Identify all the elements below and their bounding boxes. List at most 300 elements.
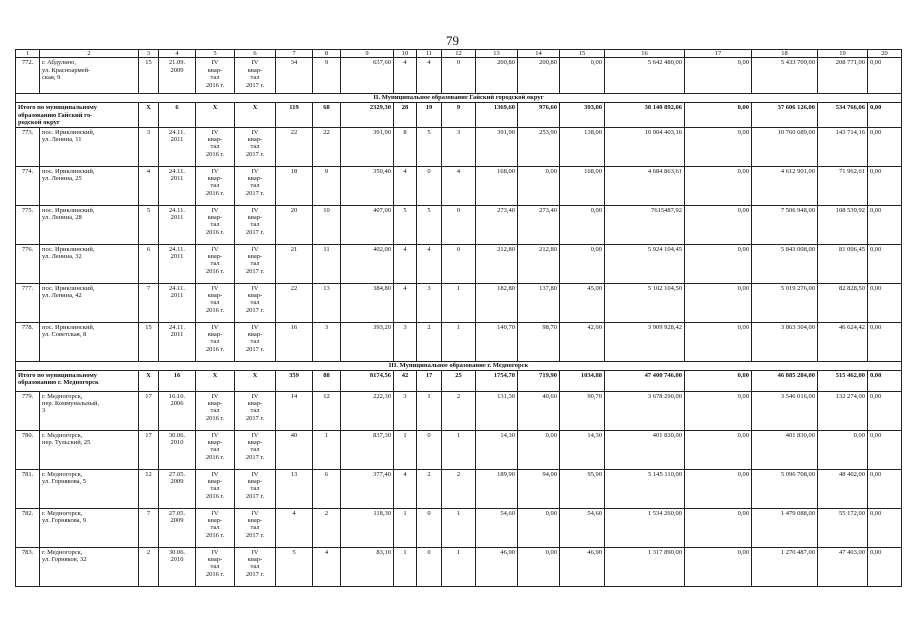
cell-c11: 2 (417, 469, 442, 508)
date-cell: 16.10. 2006 (159, 391, 196, 430)
section-header (16, 94, 902, 103)
cell-c14: 0,00 (518, 508, 560, 547)
cell-c10: 4 (394, 469, 417, 508)
quarter-end-cell: IV квар- тал 2017 г. (235, 391, 276, 430)
quarter-start-cell: IV квар- тал 2016 г. (196, 205, 235, 244)
column-number-4: 4 (159, 50, 196, 58)
total-c15: 393,00 (560, 103, 605, 127)
column-number-5: 5 (196, 50, 235, 58)
quarter-end-cell: IV квар- тал 2017 г. (235, 508, 276, 547)
cell-c8: 11 (313, 244, 341, 283)
total-c3: X (139, 370, 159, 391)
cell-c17: 0,00 (685, 430, 752, 469)
cell-c7: 40 (276, 430, 313, 469)
column-number-9: 9 (341, 50, 394, 58)
cell-c13: 140,70 (476, 322, 518, 361)
cell-c20: 0,00 (868, 205, 902, 244)
row-number: 776. (16, 244, 40, 283)
address-cell: пос. Ириклинский, ул. Ленина, 25 (40, 166, 139, 205)
column-number-6: 6 (235, 50, 276, 58)
total-c12: 25 (442, 370, 476, 391)
cell-c3: 2 (139, 547, 159, 586)
address-cell: г. Медногорск, ул. Горнякова, 5 (40, 469, 139, 508)
cell-c17: 0,00 (685, 469, 752, 508)
address-cell: г. Медногорск, пер. Тульский, 25 (40, 430, 139, 469)
quarter-start-cell: IV квар- тал 2016 г. (196, 127, 235, 166)
cell-c20: 0,00 (868, 469, 902, 508)
cell-c13: 131,30 (476, 391, 518, 430)
quarter-start-cell: IV квар- тал 2016 г. (196, 469, 235, 508)
cell-c11: 0 (417, 430, 442, 469)
cell-c12: 0 (442, 205, 476, 244)
cell-c20: 0,00 (868, 430, 902, 469)
total-c11: 19 (417, 103, 442, 127)
cell-c14: 40,60 (518, 391, 560, 430)
cell-c8: 12 (313, 391, 341, 430)
cell-c9: 377,40 (341, 469, 394, 508)
table-row (16, 430, 902, 469)
cell-c18: 10 760 689,00 (752, 127, 818, 166)
cell-c15: 168,00 (560, 166, 605, 205)
total-c15: 1034,88 (560, 370, 605, 391)
cell-c14: 200,80 (518, 58, 560, 94)
cell-c12: 3 (442, 127, 476, 166)
cell-c9: 384,80 (341, 283, 394, 322)
cell-c3: 17 (139, 391, 159, 430)
cell-c19: 208 771,00 (818, 58, 868, 94)
cell-c11: 4 (417, 58, 442, 94)
cell-c14: 0,00 (518, 547, 560, 586)
total-c19: 534 766,06 (818, 103, 868, 127)
cell-c10: 8 (394, 127, 417, 166)
quarter-start-cell: IV квар- тал 2016 г. (196, 283, 235, 322)
cell-c13: 168,00 (476, 166, 518, 205)
cell-c13: 54,60 (476, 508, 518, 547)
cell-c15: 46,90 (560, 547, 605, 586)
column-number-7: 7 (276, 50, 313, 58)
cell-c15: 0,00 (560, 205, 605, 244)
cell-c8: 22 (313, 127, 341, 166)
cell-c14: 0,00 (518, 430, 560, 469)
section-title: II. Муниципальное образование Гайский городской округ (16, 94, 902, 103)
total-c13: 1754,78 (476, 370, 518, 391)
row-number: 773. (16, 127, 40, 166)
quarter-end-cell: IV квар- тал 2017 г. (235, 58, 276, 94)
cell-c8: 6 (313, 469, 341, 508)
address-cell: пос. Ириклинский, ул. Ленина, 32 (40, 244, 139, 283)
row-number: 777. (16, 283, 40, 322)
total-c16: 38 140 892,06 (605, 103, 685, 127)
cell-c10: 4 (394, 166, 417, 205)
date-cell: 27.05. 2009 (159, 508, 196, 547)
column-number-11: 11 (417, 50, 442, 58)
cell-c12: 1 (442, 322, 476, 361)
cell-c16: 1 317 890,00 (605, 547, 685, 586)
column-number-row (16, 50, 902, 58)
cell-c7: 18 (276, 166, 313, 205)
date-cell: 24.11. 2011 (159, 322, 196, 361)
date-cell: 24.11. 2011 (159, 205, 196, 244)
cell-c14: 253,90 (518, 127, 560, 166)
cell-c15: 138,00 (560, 127, 605, 166)
total-c8: 88 (313, 370, 341, 391)
cell-c15: 14,30 (560, 430, 605, 469)
cell-c10: 4 (394, 283, 417, 322)
row-number: 780. (16, 430, 40, 469)
total-c20: 0,00 (868, 370, 902, 391)
cell-c18: 5 019 276,00 (752, 283, 818, 322)
address-cell: пос. Ириклинский, ул. Ленина, 28 (40, 205, 139, 244)
address-cell: г. Медногорск, пер. Коммунальный, 3 (40, 391, 139, 430)
total-c5: X (196, 103, 235, 127)
cell-c17: 0,00 (685, 244, 752, 283)
cell-c14: 212,80 (518, 244, 560, 283)
cell-c8: 3 (313, 322, 341, 361)
cell-c13: 46,90 (476, 547, 518, 586)
total-c7: 119 (276, 103, 313, 127)
cell-c3: 3 (139, 127, 159, 166)
cell-c12: 1 (442, 283, 476, 322)
cell-c19: 46 624,42 (818, 322, 868, 361)
cell-c9: 402,00 (341, 244, 394, 283)
table-row (16, 283, 902, 322)
cell-c15: 42,00 (560, 322, 605, 361)
cell-c15: 90,70 (560, 391, 605, 430)
quarter-end-cell: IV квар- тал 2017 г. (235, 166, 276, 205)
cell-c19: 55 172,00 (818, 508, 868, 547)
cell-c10: 4 (394, 58, 417, 94)
cell-c15: 0,00 (560, 244, 605, 283)
cell-c15: 95,90 (560, 469, 605, 508)
cell-c16: 5 924 104,45 (605, 244, 685, 283)
total-c20: 0,00 (868, 103, 902, 127)
cell-c13: 212,80 (476, 244, 518, 283)
cell-c3: 15 (139, 58, 159, 94)
cell-c12: 2 (442, 391, 476, 430)
cell-c20: 0,00 (868, 508, 902, 547)
address-cell: г. Медногорск, ул. Горнякова, 9 (40, 508, 139, 547)
cell-c15: 45,00 (560, 283, 605, 322)
column-number-14: 14 (518, 50, 560, 58)
total-c16: 47 400 746,00 (605, 370, 685, 391)
cell-c8: 13 (313, 283, 341, 322)
cell-c7: 4 (276, 508, 313, 547)
cell-c16: 1 534 260,00 (605, 508, 685, 547)
cell-c14: 94,00 (518, 469, 560, 508)
column-number-10: 10 (394, 50, 417, 58)
cell-c18: 1 270 487,00 (752, 547, 818, 586)
cell-c19: 82 828,50 (818, 283, 868, 322)
quarter-start-cell: IV квар- тал 2016 г. (196, 508, 235, 547)
quarter-end-cell: IV квар- тал 2017 г. (235, 244, 276, 283)
column-number-18: 18 (752, 50, 818, 58)
cell-c9: 837,30 (341, 430, 394, 469)
cell-c11: 3 (417, 283, 442, 322)
cell-c7: 22 (276, 283, 313, 322)
cell-c11: 0 (417, 547, 442, 586)
cell-c7: 16 (276, 322, 313, 361)
cell-c12: 0 (442, 244, 476, 283)
cell-c8: 9 (313, 58, 341, 94)
cell-c8: 2 (313, 508, 341, 547)
quarter-end-cell: IV квар- тал 2017 г. (235, 469, 276, 508)
address-cell: пос. Ириклинский, ул. Советская, 8 (40, 322, 139, 361)
table-row (16, 547, 902, 586)
cell-c20: 0,00 (868, 391, 902, 430)
table-row (16, 127, 902, 166)
cell-c20: 0,00 (868, 244, 902, 283)
cell-c13: 189,90 (476, 469, 518, 508)
cell-c13: 200,80 (476, 58, 518, 94)
column-number-12: 12 (442, 50, 476, 58)
cell-c9: 83,10 (341, 547, 394, 586)
date-cell: 30.06. 2010 (159, 547, 196, 586)
cell-c12: 1 (442, 547, 476, 586)
address-cell: г. Медногорск, ул. Горняков, 32 (40, 547, 139, 586)
table-row (16, 391, 902, 430)
address-cell: пос. Ириклинский, ул. Ленина, 42 (40, 283, 139, 322)
cell-c3: 15 (139, 322, 159, 361)
row-number: 782. (16, 508, 40, 547)
row-number: 778. (16, 322, 40, 361)
cell-c10: 1 (394, 508, 417, 547)
cell-c9: 350,40 (341, 166, 394, 205)
cell-c3: 4 (139, 166, 159, 205)
cell-c13: 14,30 (476, 430, 518, 469)
cell-c16: 5 145 110,00 (605, 469, 685, 508)
table-row (16, 205, 902, 244)
address-cell: г. Абдулино, ул. Красноармей- ская, 9 (40, 58, 139, 94)
cell-c9: 393,20 (341, 322, 394, 361)
cell-c13: 273,40 (476, 205, 518, 244)
quarter-end-cell: IV квар- тал 2017 г. (235, 547, 276, 586)
cell-c18: 5 843 008,00 (752, 244, 818, 283)
quarter-start-cell: IV квар- тал 2016 г. (196, 58, 235, 94)
cell-c7: 14 (276, 391, 313, 430)
housing-table (15, 49, 902, 587)
quarter-start-cell: IV квар- тал 2016 г. (196, 547, 235, 586)
total-c10: 42 (394, 370, 417, 391)
cell-c20: 0,00 (868, 127, 902, 166)
cell-c20: 0,00 (868, 166, 902, 205)
quarter-end-cell: IV квар- тал 2017 г. (235, 283, 276, 322)
total-c3: X (139, 103, 159, 127)
cell-c16: 7615487,92 (605, 205, 685, 244)
row-number: 779. (16, 391, 40, 430)
total-c9: 2329,30 (341, 103, 394, 127)
cell-c18: 1 479 088,00 (752, 508, 818, 547)
date-cell: 27.05. 2009 (159, 469, 196, 508)
quarter-start-cell: IV квар- тал 2016 г. (196, 244, 235, 283)
cell-c12: 0 (442, 58, 476, 94)
cell-c18: 5 096 708,00 (752, 469, 818, 508)
total-c7: 359 (276, 370, 313, 391)
cell-c14: 98,70 (518, 322, 560, 361)
cell-c11: 5 (417, 127, 442, 166)
date-cell: 24.11. 2011 (159, 166, 196, 205)
total-c11: 17 (417, 370, 442, 391)
row-number: 774. (16, 166, 40, 205)
cell-c16: 3 909 928,42 (605, 322, 685, 361)
cell-c12: 1 (442, 508, 476, 547)
total-c17: 0,00 (685, 103, 752, 127)
total-c9: 8174,56 (341, 370, 394, 391)
cell-c7: 34 (276, 58, 313, 94)
section-header (16, 361, 902, 370)
cell-c12: 2 (442, 469, 476, 508)
cell-c17: 0,00 (685, 166, 752, 205)
cell-c19: 47 403,00 (818, 547, 868, 586)
cell-c14: 0,00 (518, 166, 560, 205)
column-number-17: 17 (685, 50, 752, 58)
cell-c3: 7 (139, 283, 159, 322)
total-c17: 0,00 (685, 370, 752, 391)
total-c10: 28 (394, 103, 417, 127)
cell-c19: 0,00 (818, 430, 868, 469)
cell-c12: 1 (442, 430, 476, 469)
cell-c20: 0,00 (868, 322, 902, 361)
cell-c17: 0,00 (685, 508, 752, 547)
total-c6: X (235, 103, 276, 127)
column-number-13: 13 (476, 50, 518, 58)
cell-c7: 5 (276, 547, 313, 586)
cell-c16: 5 102 104,50 (605, 283, 685, 322)
total-c14: 719,90 (518, 370, 560, 391)
table-row (16, 322, 902, 361)
total-c4: 16 (159, 370, 196, 391)
cell-c9: 407,00 (341, 205, 394, 244)
cell-c19: 143 714,16 (818, 127, 868, 166)
quarter-end-cell: IV квар- тал 2017 г. (235, 430, 276, 469)
total-c6: X (235, 370, 276, 391)
column-number-19: 19 (818, 50, 868, 58)
cell-c10: 1 (394, 430, 417, 469)
address-cell: пос. Ириклинский, ул. Ленина, 11 (40, 127, 139, 166)
cell-c13: 182,80 (476, 283, 518, 322)
cell-c15: 54,60 (560, 508, 605, 547)
cell-c7: 20 (276, 205, 313, 244)
column-number-1: 1 (16, 50, 40, 58)
cell-c9: 391,90 (341, 127, 394, 166)
cell-c14: 137,80 (518, 283, 560, 322)
cell-c16: 401 830,00 (605, 430, 685, 469)
total-row (16, 103, 902, 127)
table-row (16, 58, 902, 94)
column-number-20: 20 (868, 50, 902, 58)
total-row (16, 370, 902, 391)
cell-c3: 5 (139, 205, 159, 244)
cell-c20: 0,00 (868, 283, 902, 322)
cell-c9: 637,60 (341, 58, 394, 94)
cell-c3: 6 (139, 244, 159, 283)
column-number-15: 15 (560, 50, 605, 58)
cell-c8: 1 (313, 430, 341, 469)
cell-c3: 7 (139, 508, 159, 547)
cell-c8: 10 (313, 205, 341, 244)
total-c8: 68 (313, 103, 341, 127)
cell-c12: 4 (442, 166, 476, 205)
quarter-end-cell: IV квар- тал 2017 г. (235, 127, 276, 166)
quarter-end-cell: IV квар- тал 2017 г. (235, 322, 276, 361)
cell-c9: 222,30 (341, 391, 394, 430)
date-cell: 21.09. 2009 (159, 58, 196, 94)
column-number-3: 3 (139, 50, 159, 58)
cell-c17: 0,00 (685, 58, 752, 94)
cell-c18: 3 546 016,00 (752, 391, 818, 430)
total-c13: 1369,60 (476, 103, 518, 127)
page-number: 79 (446, 33, 459, 48)
cell-c18: 3 863 304,00 (752, 322, 818, 361)
total-c14: 976,60 (518, 103, 560, 127)
cell-c10: 4 (394, 244, 417, 283)
cell-c11: 0 (417, 166, 442, 205)
quarter-start-cell: IV квар- тал 2016 г. (196, 166, 235, 205)
table-row (16, 469, 902, 508)
cell-c10: 5 (394, 205, 417, 244)
cell-c11: 1 (417, 391, 442, 430)
total-c5: X (196, 370, 235, 391)
cell-c3: 12 (139, 469, 159, 508)
cell-c20: 0,00 (868, 58, 902, 94)
table-row (16, 508, 902, 547)
cell-c19: 108 539,92 (818, 205, 868, 244)
cell-c20: 0,00 (868, 547, 902, 586)
cell-c19: 81 096,45 (818, 244, 868, 283)
cell-c18: 4 612 901,00 (752, 166, 818, 205)
cell-c16: 3 678 290,00 (605, 391, 685, 430)
cell-c19: 132 274,00 (818, 391, 868, 430)
cell-c17: 0,00 (685, 547, 752, 586)
total-label: Итого по муниципальному образованию Гайский го- родской округ (16, 103, 139, 127)
row-number: 772. (16, 58, 40, 94)
section-title: III. Муниципальное образование г. Медногорск (16, 361, 902, 370)
cell-c10: 3 (394, 322, 417, 361)
column-number-8: 8 (313, 50, 341, 58)
cell-c10: 1 (394, 547, 417, 586)
cell-c19: 48 402,00 (818, 469, 868, 508)
cell-c16: 5 642 480,00 (605, 58, 685, 94)
cell-c9: 118,30 (341, 508, 394, 547)
total-c4: 6 (159, 103, 196, 127)
cell-c16: 4 684 863,61 (605, 166, 685, 205)
cell-c16: 10 904 403,16 (605, 127, 685, 166)
cell-c11: 0 (417, 508, 442, 547)
cell-c3: 17 (139, 430, 159, 469)
quarter-start-cell: IV квар- тал 2016 г. (196, 391, 235, 430)
cell-c17: 0,00 (685, 283, 752, 322)
date-cell: 24.11. 2011 (159, 283, 196, 322)
date-cell: 24.11. 2011 (159, 127, 196, 166)
cell-c18: 401 830,00 (752, 430, 818, 469)
row-number: 781. (16, 469, 40, 508)
cell-c11: 2 (417, 322, 442, 361)
row-number: 775. (16, 205, 40, 244)
total-c19: 515 462,00 (818, 370, 868, 391)
date-cell: 30.06. 2010 (159, 430, 196, 469)
cell-c14: 273,40 (518, 205, 560, 244)
cell-c8: 9 (313, 166, 341, 205)
quarter-end-cell: IV квар- тал 2017 г. (235, 205, 276, 244)
table-row (16, 166, 902, 205)
cell-c15: 0,00 (560, 58, 605, 94)
table-row (16, 244, 902, 283)
cell-c17: 0,00 (685, 391, 752, 430)
cell-c10: 3 (394, 391, 417, 430)
cell-c8: 4 (313, 547, 341, 586)
cell-c11: 5 (417, 205, 442, 244)
cell-c18: 5 433 709,00 (752, 58, 818, 94)
cell-c7: 21 (276, 244, 313, 283)
